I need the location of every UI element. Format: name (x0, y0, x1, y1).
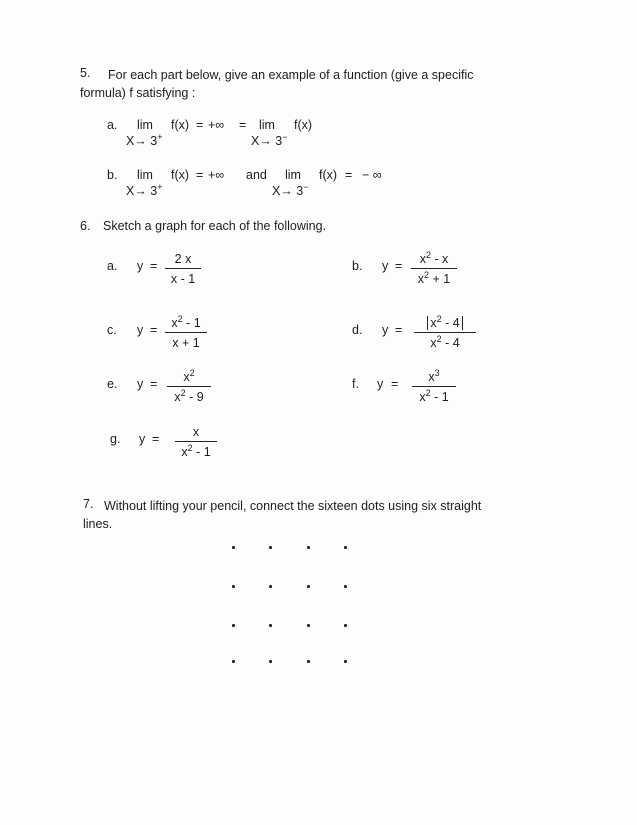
grid-dot (344, 660, 347, 663)
lim-operator: lim (259, 118, 275, 132)
lim-subscript: X→ 3− (251, 132, 288, 148)
function-expr: f(x) (319, 168, 338, 182)
and-word: and (246, 168, 267, 182)
fraction (175, 425, 217, 459)
grid-dot (269, 546, 272, 549)
fraction (165, 316, 207, 350)
function-expr: f(x) (171, 118, 190, 132)
y-variable: y (137, 377, 144, 391)
equals-sign: = (152, 432, 160, 446)
numerator: x (192, 425, 200, 439)
denominator: $x^2 + 1$ (411, 268, 457, 286)
grid-dot (269, 624, 272, 627)
grid-dot (307, 585, 310, 588)
part-label: e. (107, 377, 118, 391)
part-label: a. (107, 118, 118, 132)
grid-dot (307, 546, 310, 549)
problem-6-number: 6. (80, 219, 91, 233)
problem-5-number: 5. (80, 66, 91, 80)
grid-dot (232, 546, 235, 549)
y-variable: y (137, 323, 144, 337)
grid-dot (344, 546, 347, 549)
equals-sign: = (196, 118, 204, 132)
equals-sign: = (196, 168, 204, 182)
fraction (414, 316, 476, 350)
y-variable: y (382, 323, 389, 337)
part-label: a. (107, 259, 118, 273)
y-variable: y (382, 259, 389, 273)
part-label: b. (107, 168, 118, 182)
lim-operator: lim (137, 118, 153, 132)
equals-sign: = (150, 323, 158, 337)
grid-dot (232, 660, 235, 663)
grid-dot (232, 624, 235, 627)
lim-subscript: X→ 3− (272, 182, 309, 198)
numerator: $x^2$ - x (419, 250, 449, 266)
equals-sign: = (150, 377, 158, 391)
y-variable: y (139, 432, 146, 446)
function-expr: f(x) (294, 118, 313, 132)
numerator: $x^2 - 1$ (171, 314, 201, 330)
limit-value: − ∞ (362, 168, 382, 182)
y-variable: y (377, 377, 384, 391)
part-label: g. (110, 432, 121, 446)
equals-sign: = (150, 259, 158, 273)
grid-dot (307, 660, 310, 663)
denominator: $x^2 - 1$ (412, 386, 456, 404)
grid-dot (269, 660, 272, 663)
y-variable: y (137, 259, 144, 273)
problem-7-text: Without lifting your pencil, connect the sixteen dots using six straight lines. (83, 499, 482, 531)
lim-subscript: X→ 3+ (126, 182, 163, 198)
part-label: c. (107, 323, 117, 337)
grid-dot (232, 585, 235, 588)
numerator: 2 x (174, 252, 192, 266)
numerator: $x^3$ (428, 368, 440, 384)
denominator: x - 1 (165, 268, 201, 286)
denominator: $x^2 - 9$ (167, 386, 211, 404)
fraction (167, 370, 211, 404)
equals-sign: = (395, 323, 403, 337)
lim-subscript: X→ 3+ (126, 132, 163, 148)
fraction (411, 252, 457, 286)
part-label: f. (352, 377, 359, 391)
limit-value: +∞ (208, 118, 225, 132)
grid-dot (269, 585, 272, 588)
equals-sign: = (239, 118, 247, 132)
fraction (165, 252, 201, 286)
part-label: d. (352, 323, 363, 337)
numerator (414, 316, 476, 332)
function-expr: f(x) (171, 168, 190, 182)
lim-operator: lim (137, 168, 153, 182)
equals-sign: = (391, 377, 399, 391)
absolute-value-bars: $x^2 - 4$ (427, 316, 462, 330)
equals-sign: = (395, 259, 403, 273)
grid-dot (344, 585, 347, 588)
limit-value: +∞ (208, 168, 225, 182)
part-label: b. (352, 259, 363, 273)
numerator: $x^2$ (183, 368, 195, 384)
problem-6-text: Sketch a graph for each of the following. (103, 219, 327, 233)
denominator: x + 1 (165, 332, 207, 350)
lim-operator: lim (285, 168, 301, 182)
problem-5-text: For each part below, give an example of a function (give a specific formula) f satisfying : (80, 68, 474, 100)
grid-dot (344, 624, 347, 627)
problem-7-number: 7. (83, 497, 94, 511)
equals-sign: = (345, 168, 353, 182)
denominator: $x^2 - 4$ (414, 332, 476, 350)
grid-dot (307, 624, 310, 627)
fraction (412, 370, 456, 404)
denominator: $x^2 - 1$ (175, 441, 217, 459)
